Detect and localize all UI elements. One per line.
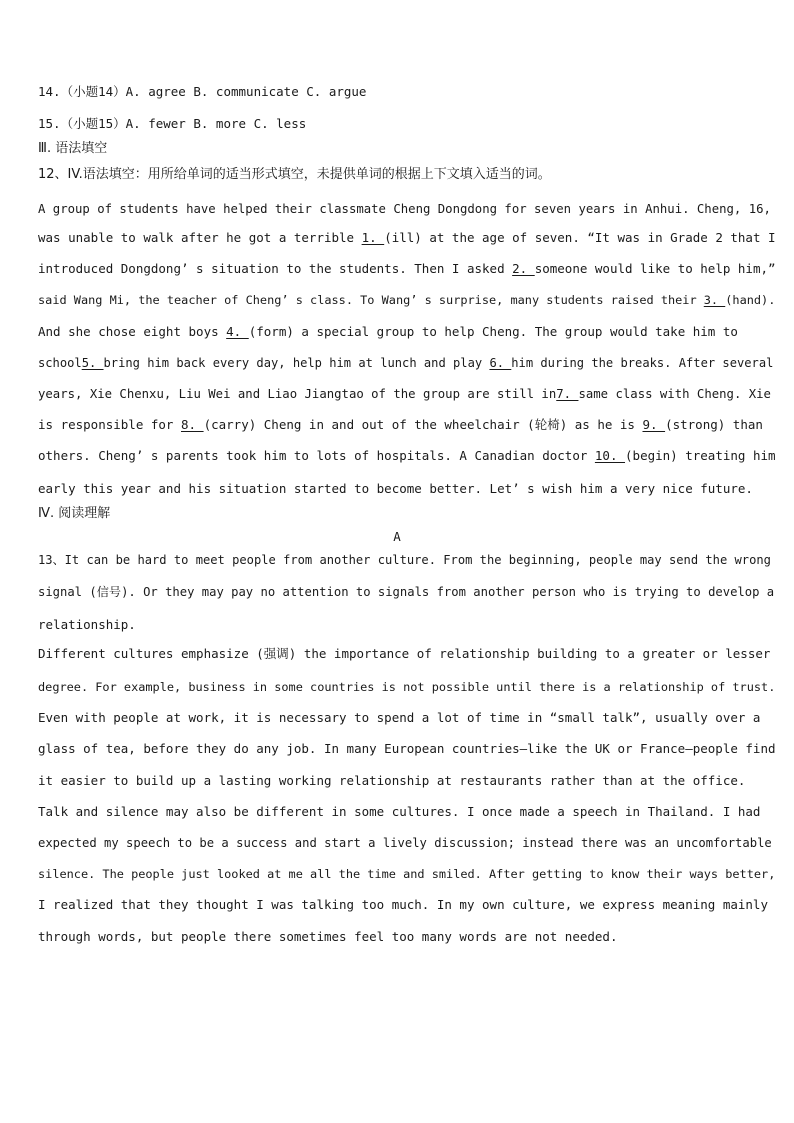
passage-text: others. Cheng’ s parents took him to lots of hospitals. A Canadian doctor (38, 448, 595, 463)
passage-line-7 (38, 386, 771, 402)
passage-text: said Wang Mi, the teacher of Cheng’ s class. To Wang’ s surprise, many students raised their (38, 293, 704, 307)
blank-3: 3. (703, 293, 726, 307)
reading-line-10: expected my speech to be a success and start a lively discussion; instead there was an uncomfortable (38, 836, 772, 850)
passage-text: (ill) at the age of seven. “It was in Grade 2 that I (384, 230, 776, 245)
reading-line-11: silence. The people just looked at me all the time and smiled. After getting to know their ways better, (38, 867, 776, 881)
blank-10: 10. (594, 448, 626, 463)
blank-8: 8. (181, 417, 204, 432)
reading-line-4: Different cultures emphasize (强调) the importance of relationship building to a greater or lesser (38, 646, 771, 661)
reading-line-1: 13、It can be hard to meet people from another culture. From the beginning, people may send the wrong (38, 553, 771, 567)
passage-text: is responsible for (38, 417, 181, 432)
reading-line-5: degree. For example, business in some countries is not possible until there is a relationship of trust. (38, 680, 776, 694)
passage-text: was unable to walk after he got a terrible (38, 230, 362, 245)
passage-line-2 (38, 230, 776, 246)
passage-text: someone would like to help him,” (534, 261, 776, 276)
passage-line-6 (38, 355, 774, 371)
blank-7: 7. (556, 387, 579, 401)
passage-text: (form) a special group to help Cheng. The group would take him to (248, 324, 738, 339)
passage-text: introduced Dongdong’ s situation to the students. Then I asked (38, 261, 513, 276)
passage-text: bring him back every day, help him at lunch and play (103, 356, 490, 370)
passage-text: And she chose eight boys (38, 324, 227, 339)
question-14-options: 14.（小题14）A. agree B. communicate C. argue (38, 84, 367, 99)
passage-line-10: early this year and his situation started to become better. Let’ s wish him a very nice future. (38, 481, 753, 496)
passage-text: him during the breaks. After several (511, 356, 774, 370)
part-a-label: A (393, 529, 401, 544)
passage-text: (hand). (725, 293, 776, 307)
passage-text: same class with Cheng. Xie (578, 387, 771, 401)
passage-line-8 (38, 417, 764, 433)
passage-text: (strong) than (665, 417, 763, 432)
reading-line-9: Talk and silence may also be different in some cultures. I once made a speech in Thailand. I had (38, 804, 761, 819)
reading-line-12: I realized that they thought I was talking too much. In my own culture, we express meaning mainly (38, 897, 768, 912)
reading-line-13: through words, but people there sometimes feel too many words are not needed. (38, 929, 618, 944)
passage-text: years, Xie Chenxu, Liu Wei and Liao Jiangtao of the group are still in (38, 387, 557, 401)
passage-line-4 (38, 292, 776, 308)
reading-line-8: it easier to build up a lasting working relationship at restaurants rather than at the office. (38, 773, 746, 788)
blank-1: 1. (361, 230, 385, 245)
passage-line-1: A group of students have helped their classmate Cheng Dongdong for seven years in Anhui. Cheng, 16, (38, 202, 771, 216)
reading-line-6: Even with people at work, it is necessary to spend a lot of time in “small talk”, usually over a (38, 710, 761, 725)
blank-9: 9. (642, 417, 666, 432)
section-reading-heading: Ⅳ. 阅读理解 (38, 506, 111, 521)
reading-line-7: glass of tea, before they do any job. In many European countries—like the UK or France—people find (38, 741, 776, 756)
passage-line-3 (38, 261, 776, 277)
passage-text: (carry) Cheng in and out of the wheelchair (轮椅) as he is (203, 417, 643, 432)
passage-line-9 (38, 448, 776, 464)
question-15-options: 15.（小题15）A. fewer B. more C. less (38, 116, 307, 131)
section-grammar-heading: Ⅲ. 语法填空 (38, 141, 108, 156)
passage-line-5 (38, 324, 764, 340)
reading-line-3: relationship. (38, 617, 136, 632)
blank-4: 4. (226, 324, 249, 339)
blank-5: 5. (81, 356, 104, 370)
reading-line-2: signal (信号). Or they may pay no attention to signals from another person who is trying to develop a (38, 585, 775, 599)
passage-text: school (38, 356, 82, 370)
question-12-instructions: 12、IV.语法填空：用所给单词的适当形式填空，未提供单词的根据上下文填入适当的词。 (38, 167, 551, 182)
passage-text: (begin) treating him (625, 448, 776, 463)
blank-6: 6. (489, 356, 512, 370)
blank-2: 2. (512, 261, 535, 276)
